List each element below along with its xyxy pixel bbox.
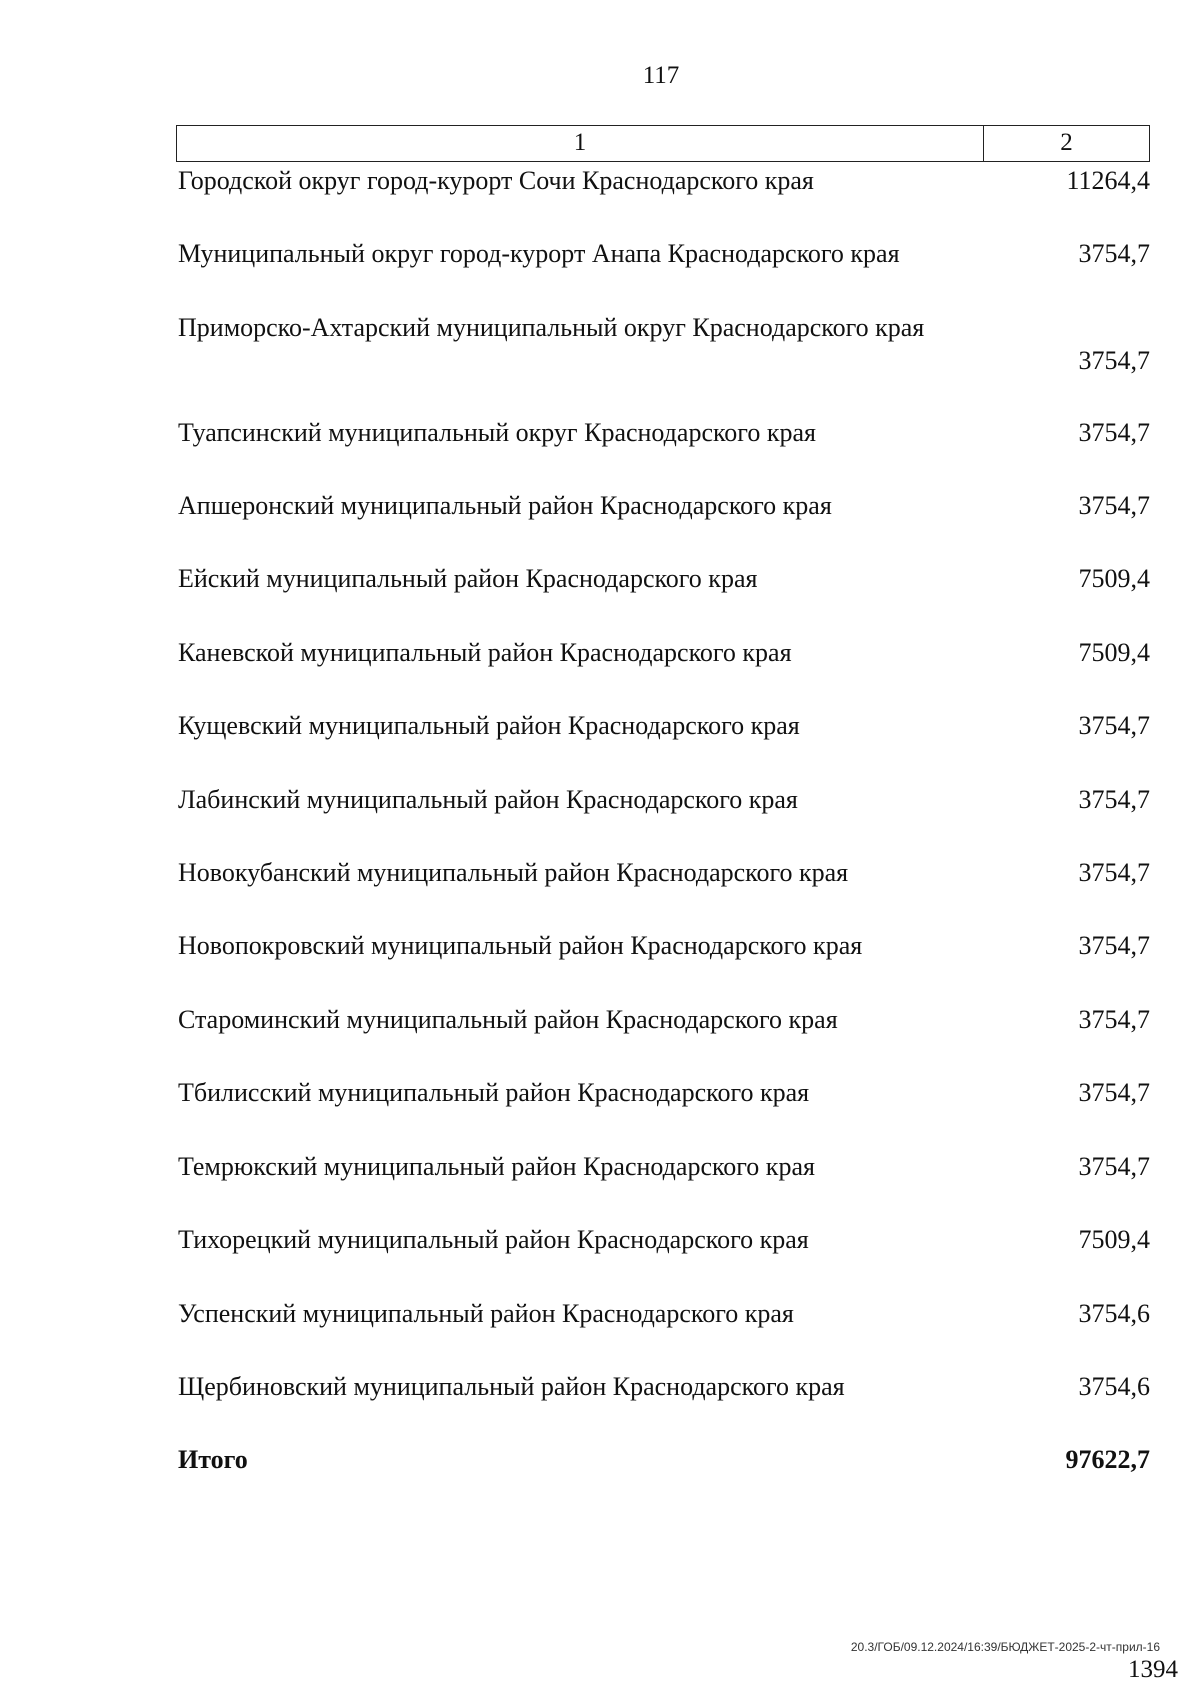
allocation-value: 3754,7 — [1078, 1078, 1150, 1107]
allocation-value: 3754,6 — [1078, 1372, 1150, 1401]
allocation-value: 3754,7 — [1078, 491, 1150, 520]
footer-sheet-number: 1394 — [1128, 1656, 1178, 1683]
municipality-name: Лабинский муниципальный район Краснодарского края — [178, 785, 798, 814]
municipality-name: Успенский муниципальный район Краснодарского края — [178, 1299, 794, 1328]
municipality-name: Кущевский муниципальный район Краснодарского края — [178, 711, 800, 740]
allocation-value: 7509,4 — [1078, 638, 1150, 667]
allocation-value: 3754,7 — [1078, 418, 1150, 447]
allocation-value: 3754,7 — [1078, 1152, 1150, 1181]
footer-document-code: 20.3/ГОБ/09.12.2024/16:39/БЮДЖЕТ-2025-2-чт-прил-16 — [850, 1640, 1160, 1654]
municipality-name: Темрюкский муниципальный район Краснодарского края — [178, 1152, 815, 1181]
municipality-name: Староминский муниципальный район Краснодарского края — [178, 1005, 838, 1034]
allocation-value: 3754,7 — [1078, 931, 1150, 960]
allocation-value: 3754,7 — [1078, 858, 1150, 887]
allocation-value: 3754,7 — [1078, 346, 1150, 375]
table-header — [176, 125, 1150, 162]
allocation-value: 7509,4 — [1078, 1225, 1150, 1254]
municipality-name: Ейский муниципальный район Краснодарского края — [178, 564, 758, 593]
municipality-name: Городской округ город-курорт Сочи Краснодарского края — [178, 166, 814, 195]
municipality-name: Каневской муниципальный район Краснодарского края — [178, 638, 792, 667]
allocation-value: 3754,7 — [1078, 785, 1150, 814]
municipality-name: Новопокровский муниципальный район Краснодарского края — [178, 931, 863, 960]
allocation-value: 7509,4 — [1078, 564, 1150, 593]
municipality-name: Муниципальный округ город-курорт Анапа Краснодарского края — [178, 239, 900, 268]
municipality-name: Тихорецкий муниципальный район Краснодарского края — [178, 1225, 809, 1254]
municipality-name: Туапсинский муниципальный округ Краснодарского края — [178, 418, 816, 447]
municipality-name: Апшеронский муниципальный район Краснодарского края — [178, 491, 832, 520]
allocation-value: 3754,7 — [1078, 1005, 1150, 1034]
allocation-value: 3754,6 — [1078, 1299, 1150, 1328]
total-label: Итого — [178, 1445, 248, 1474]
allocation-value: 3754,7 — [1078, 239, 1150, 268]
municipality-name: Тбилисский муниципальный район Краснодарского края — [178, 1078, 810, 1107]
total-value: 97622,7 — [1065, 1445, 1150, 1474]
column-header-1: 1 — [177, 126, 984, 161]
allocation-value: 3754,7 — [1078, 711, 1150, 740]
page-number: 117 — [642, 62, 680, 89]
municipality-name: Новокубанский муниципальный район Краснодарского края — [178, 858, 849, 887]
column-header-2: 2 — [1060, 129, 1073, 156]
municipality-name: Приморско-Ахтарский муниципальный округ Краснодарского края — [178, 313, 925, 342]
municipality-name: Щербиновский муниципальный район Краснодарского края — [178, 1372, 845, 1401]
allocation-value: 11264,4 — [1066, 166, 1150, 195]
